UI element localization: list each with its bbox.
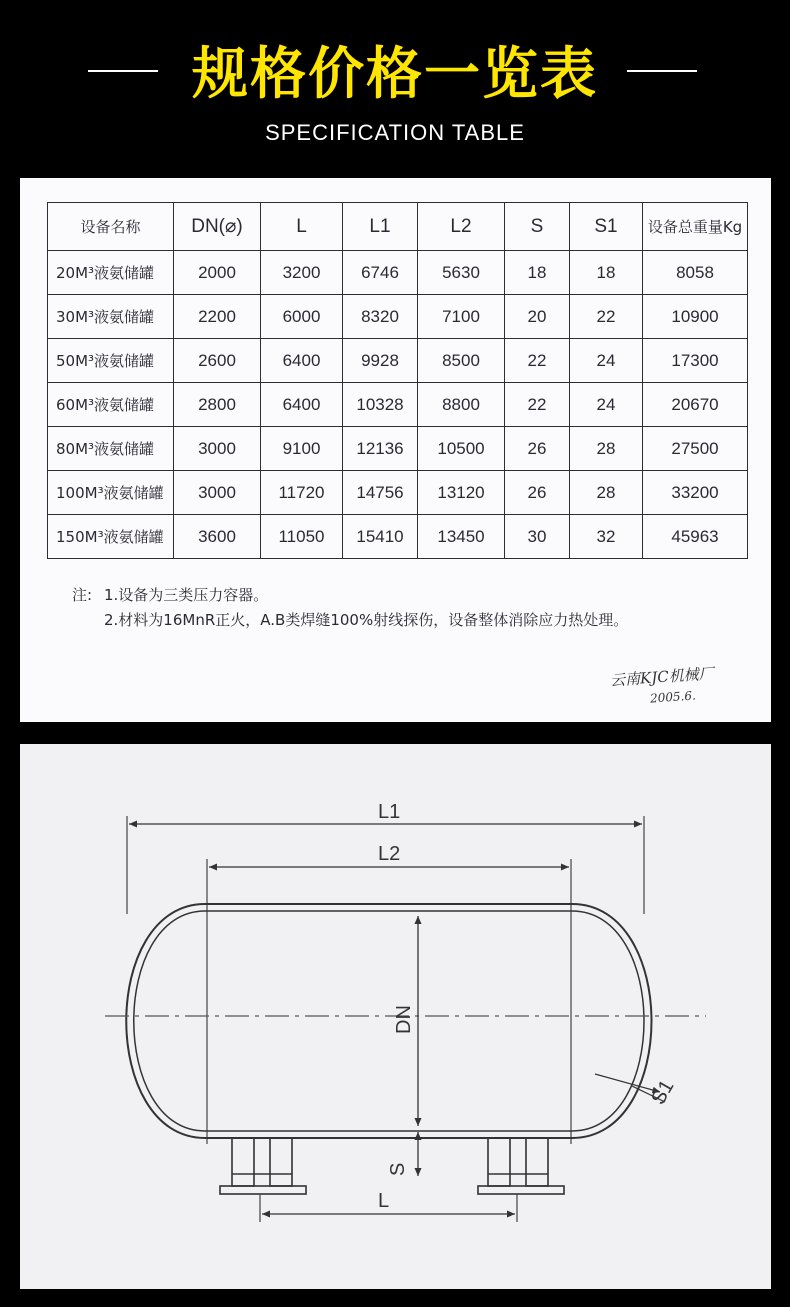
s1-leader (595, 1074, 660, 1092)
table-cell: 24 (570, 383, 643, 427)
dn-label: DN (393, 1005, 415, 1034)
equipment-name: 50M³液氨储罐 (48, 339, 174, 383)
table-row (48, 471, 748, 515)
page-title: 规格价格一览表 (192, 42, 598, 107)
table-cell: 13120 (418, 471, 505, 515)
table-cell: 32 (570, 515, 643, 559)
table-header-row (48, 203, 748, 251)
column-header: L1 (343, 203, 418, 251)
table-cell: 20 (505, 295, 570, 339)
table-cell: 10900 (643, 295, 748, 339)
table-cell: 5630 (418, 251, 505, 295)
l-label: L (378, 1190, 390, 1212)
table-cell: 22 (505, 383, 570, 427)
table-cell: 11050 (261, 515, 343, 559)
tank-shell-inner (134, 911, 644, 1131)
right-support (478, 1138, 564, 1194)
table-cell: 6400 (261, 339, 343, 383)
tank-drawing (20, 744, 771, 1289)
equipment-name: 20M³液氨储罐 (48, 251, 174, 295)
column-header: L2 (418, 203, 505, 251)
equipment-name: 80M³液氨储罐 (48, 427, 174, 471)
table-cell: 3600 (174, 515, 261, 559)
table-cell: 26 (505, 471, 570, 515)
l1-label: L1 (378, 801, 401, 823)
column-header: S1 (570, 203, 643, 251)
s1-label: S1 (647, 1076, 679, 1109)
table-cell: 10500 (418, 427, 505, 471)
table-cell: 15410 (343, 515, 418, 559)
equipment-name: 60M³液氨储罐 (48, 383, 174, 427)
table-cell: 8320 (343, 295, 418, 339)
note-text: 2.材料为16MnR正火，A.B类焊缝100%射线探伤，设备整体消除应力热处理。 (104, 611, 629, 629)
table-cell: 6746 (343, 251, 418, 295)
table-cell: 22 (505, 339, 570, 383)
equipment-name: 150M³液氨储罐 (48, 515, 174, 559)
table-cell: 2600 (174, 339, 261, 383)
tank-shell-outer (126, 904, 651, 1138)
column-header: 设备总重量Kg (643, 203, 748, 251)
column-header: 设备名称 (48, 203, 174, 251)
column-header: S (505, 203, 570, 251)
table-cell: 20670 (643, 383, 748, 427)
table-cell: 8058 (643, 251, 748, 295)
table-row (48, 383, 748, 427)
l2-label: L2 (378, 843, 401, 865)
table-cell: 8500 (418, 339, 505, 383)
left-support (220, 1138, 306, 1194)
page-subtitle: SPECIFICATION TABLE (265, 120, 525, 145)
table-cell: 10328 (343, 383, 418, 427)
table-cell: 9928 (343, 339, 418, 383)
table-cell: 12136 (343, 427, 418, 471)
signature: 云南KJC机械厂 (609, 664, 715, 690)
table-cell: 33200 (643, 471, 748, 515)
equipment-name: 30M³液氨储罐 (48, 295, 174, 339)
signature-date: 2005.6. (649, 688, 697, 706)
spec-sheet (20, 178, 771, 722)
table-cell: 30 (505, 515, 570, 559)
table-cell: 18 (570, 251, 643, 295)
table-cell: 2000 (174, 251, 261, 295)
table-row (48, 515, 748, 559)
table-row (48, 295, 748, 339)
table-cell: 18 (505, 251, 570, 295)
table-cell: 11720 (261, 471, 343, 515)
page-header (0, 0, 790, 178)
table-cell: 14756 (343, 471, 418, 515)
table-cell: 2200 (174, 295, 261, 339)
s-label: S (387, 1162, 409, 1176)
table-cell: 7100 (418, 295, 505, 339)
table-cell: 26 (505, 427, 570, 471)
tank-diagram (20, 744, 771, 1289)
note-line (72, 583, 628, 608)
table-row (48, 427, 748, 471)
column-header: L (261, 203, 343, 251)
spec-table (47, 202, 748, 559)
title-decoration-right (627, 70, 697, 72)
table-cell: 27500 (643, 427, 748, 471)
table-cell: 3200 (261, 251, 343, 295)
table-cell: 9100 (261, 427, 343, 471)
column-header: DN(⌀) (174, 203, 261, 251)
notes-label: 注: (72, 586, 93, 604)
table-row (48, 339, 748, 383)
table-row (48, 251, 748, 295)
table-cell: 6400 (261, 383, 343, 427)
table-cell: 2800 (174, 383, 261, 427)
table-cell: 17300 (643, 339, 748, 383)
table-cell: 22 (570, 295, 643, 339)
note-line (72, 608, 628, 633)
table-cell: 45963 (643, 515, 748, 559)
table-cell: 8800 (418, 383, 505, 427)
table-cell: 6000 (261, 295, 343, 339)
table-cell: 3000 (174, 427, 261, 471)
table-cell: 24 (570, 339, 643, 383)
equipment-name: 100M³液氨储罐 (48, 471, 174, 515)
table-cell: 28 (570, 427, 643, 471)
notes-section (72, 583, 628, 633)
note-text: 1.设备为三类压力容器。 (104, 586, 269, 604)
table-cell: 3000 (174, 471, 261, 515)
table-cell: 28 (570, 471, 643, 515)
table-cell: 13450 (418, 515, 505, 559)
